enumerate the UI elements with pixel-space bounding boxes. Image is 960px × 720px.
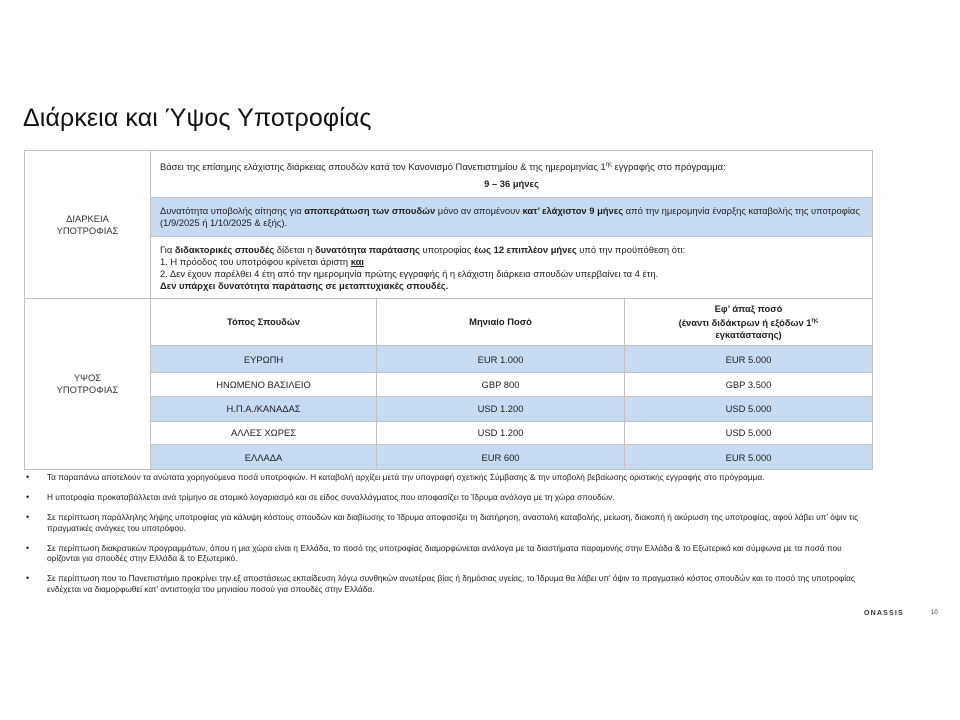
header-lump-sup: ης [811, 318, 819, 325]
extension-text-b: διδακτορικές σπουδές [174, 243, 275, 255]
table-row [25, 396, 873, 421]
monthly-cell: EUR 600 [377, 445, 625, 470]
table-row [25, 421, 873, 445]
amount-label [25, 299, 151, 470]
monthly-cell: USD 1.200 [377, 396, 625, 421]
place-cell: Η.Π.Α./ΚΑΝΑΔΑΣ [151, 396, 377, 421]
duration-official-sup: ης [605, 161, 612, 168]
lump-cell: USD 5.000 [625, 421, 873, 445]
duration-row-2 [25, 198, 873, 237]
table-row [25, 445, 873, 470]
place-cell: ΕΥΡΩΠΗ [151, 346, 377, 373]
monthly-cell: EUR 1.000 [377, 346, 625, 373]
extension-text-a: Για [160, 243, 175, 255]
completion-text-e: από την ημερομηνία έναρξης καταβολής της υποτροφίας (1/9/2025 ή 1/10/2025 & εξής). [160, 205, 860, 229]
duration-range: 9 – 36 μήνες [484, 177, 539, 189]
duration-label [25, 151, 151, 299]
lump-cell: GBP 3.500 [625, 373, 873, 397]
duration-row-3 [25, 237, 873, 299]
amount-header-row [25, 299, 873, 346]
duration-official-cell [151, 151, 873, 198]
completion-text-c: μόνο αν απομένουν [435, 205, 523, 217]
table-row [25, 346, 873, 373]
list-item: • Τα παραπάνω αποτελούν τα ανώτατα χορηγούμενα ποσά υποτροφιών. Η καταβολή αρχίζει μετά την υπογραφή σχετικής Σύμβασης & την υποβολή βεβαίωσης οριστικής εγγραφής στο πρόγραμμα. [24, 472, 874, 483]
lump-cell: EUR 5.000 [625, 445, 873, 470]
lump-cell: USD 5.000 [625, 396, 873, 421]
extension-text-d: δυνατότητα παράτασης [314, 243, 420, 255]
header-lump-line3: εγκατάστασης) [715, 329, 782, 341]
table-row [25, 373, 873, 397]
list-item: • Σε περίπτωση διακρατικών προγραμμάτων, όπου η μια χώρα είναι η Ελλάδα, το ποσό της υποτροφίας διαμορφώνεται ανάλογα με τα διαστήματα παραμονής στην Ελλάδα & το Εξωτερικό και σύμφωνα με τα ποσά που ορίζονται για σπουδές στην Ελλάδα & το Εξωτερικό. [24, 543, 874, 564]
header-place: Τόπος Σπουδών [151, 299, 377, 346]
header-monthly: Μηνιαίο Ποσό [377, 299, 625, 346]
header-lump-line1: Εφ’ άπαξ ποσό [714, 303, 783, 315]
extension-condition-1 [160, 256, 863, 268]
completion-text-a: Δυνατότητα υποβολής αίτησης για [160, 205, 305, 217]
no-extension-note: Δεν υπάρχει δυνατότητα παράτασης σε μεταπτυχιακές σπουδές. [160, 279, 449, 291]
monthly-cell: GBP 800 [377, 373, 625, 397]
completion-text-d: κατ’ ελάχιστον 9 μήνες [522, 205, 624, 217]
extension-text-e: υποτροφίας [419, 243, 474, 255]
place-cell: ΑΛΛΕΣ ΧΩΡΕΣ [151, 421, 377, 445]
page-number: 10 [931, 610, 938, 616]
place-cell: ΕΛΛΑΔΑ [151, 445, 377, 470]
amount-label-text: ΥΨΟΣ ΥΠΟΤΡΟΦΙΑΣ [56, 372, 119, 396]
duration-row-1 [25, 151, 873, 198]
notes-list [24, 472, 874, 604]
extension-condition-1-and: και [350, 255, 365, 267]
extension-text-c: δίδεται η [274, 243, 315, 255]
completion-text-b: αποπεράτωση των σπουδών [304, 205, 436, 217]
completion-cell [151, 198, 873, 237]
monthly-cell: USD 1.200 [377, 421, 625, 445]
page-title: Διάρκεια και Ύψος Υποτροφίας [23, 104, 372, 132]
scholarship-table [24, 150, 873, 470]
extension-condition-1-text: 1. Η πρόοδος του υποτρόφου κρίνεται άριστη [160, 255, 351, 267]
header-lump-line2-text: (έναντι διδάκτρων ή εξόδων 1 [678, 317, 812, 329]
extension-text-f: έως 12 επιπλέον μήνες [473, 243, 577, 255]
header-lump-line2 [625, 315, 872, 329]
extension-intro [160, 244, 863, 256]
lump-cell: EUR 5.000 [625, 346, 873, 373]
list-item: • Η υποτροφία προκαταβάλλεται ανά τρίμηνο σε ατομικό λογαριασμό και σε είδος συναλλάγματος που αποφασίζει το Ίδρυμα ανάλογα με τη χώρα σπουδών. [24, 492, 874, 503]
list-item: • Σε περίπτωση παράλληλης λήψης υποτροφίας για κάλυψη κόστους σπουδών και διαβίωσης το Ίδρυμα αποφασίζει τη διατήρηση, αναστολή καταβολής, μείωση, διακοπή ή ακύρωση της υποτροφίας, αφού λάβει υπ’ όψιν τις πραγματικές ανάγκες του υποτρόφου. [24, 512, 874, 533]
place-cell: ΗΝΩΜΕΝΟ ΒΑΣΙΛΕΙΟ [151, 373, 377, 397]
extension-condition-2: 2. Δεν έχουν παρέλθει 4 έτη από την ημερομηνία πρώτης εγγραφής ή η ελάχιστη διάρκεια σπουδών υπερβαίνει τα 4 έτη. [160, 267, 659, 279]
extension-text-g: υπό την προϋπόθεση ότι: [576, 243, 686, 255]
duration-official-sentence: Βάσει της επίσημης ελάχιστης διάρκειας σπουδών κατά τον Κανονισμό Πανεπιστημίου & της ημερομηνίας 1 [160, 160, 606, 172]
duration-official-text [160, 159, 863, 173]
duration-official-sentence-end: εγγραφής στο πρόγραμμα: [611, 160, 726, 172]
extension-cell [151, 237, 873, 299]
brand-logo: ONASSIS [864, 610, 904, 617]
duration-label-text: ΔΙΑΡΚΕΙΑ ΥΠΟΤΡΟΦΙΑΣ [56, 212, 119, 236]
header-lump-sum [625, 299, 873, 346]
list-item: • Σε περίπτωση που το Πανεπιστήμιο προκρίνει την εξ αποστάσεως εκπαίδευση λόγω συνθηκών ανωτέρας βίας ή δημόσιας υγείας, το Ίδρυμα θα λάβει υπ’ όψιν το πραγματικό κόστος σπουδών και το ποσό της υποτροφίας ενδέχεται να διαμορφωθεί κατ’ αντιστοιχία του μηνιαίου ποσού για σπουδές στην Ελλάδα. [24, 573, 874, 594]
